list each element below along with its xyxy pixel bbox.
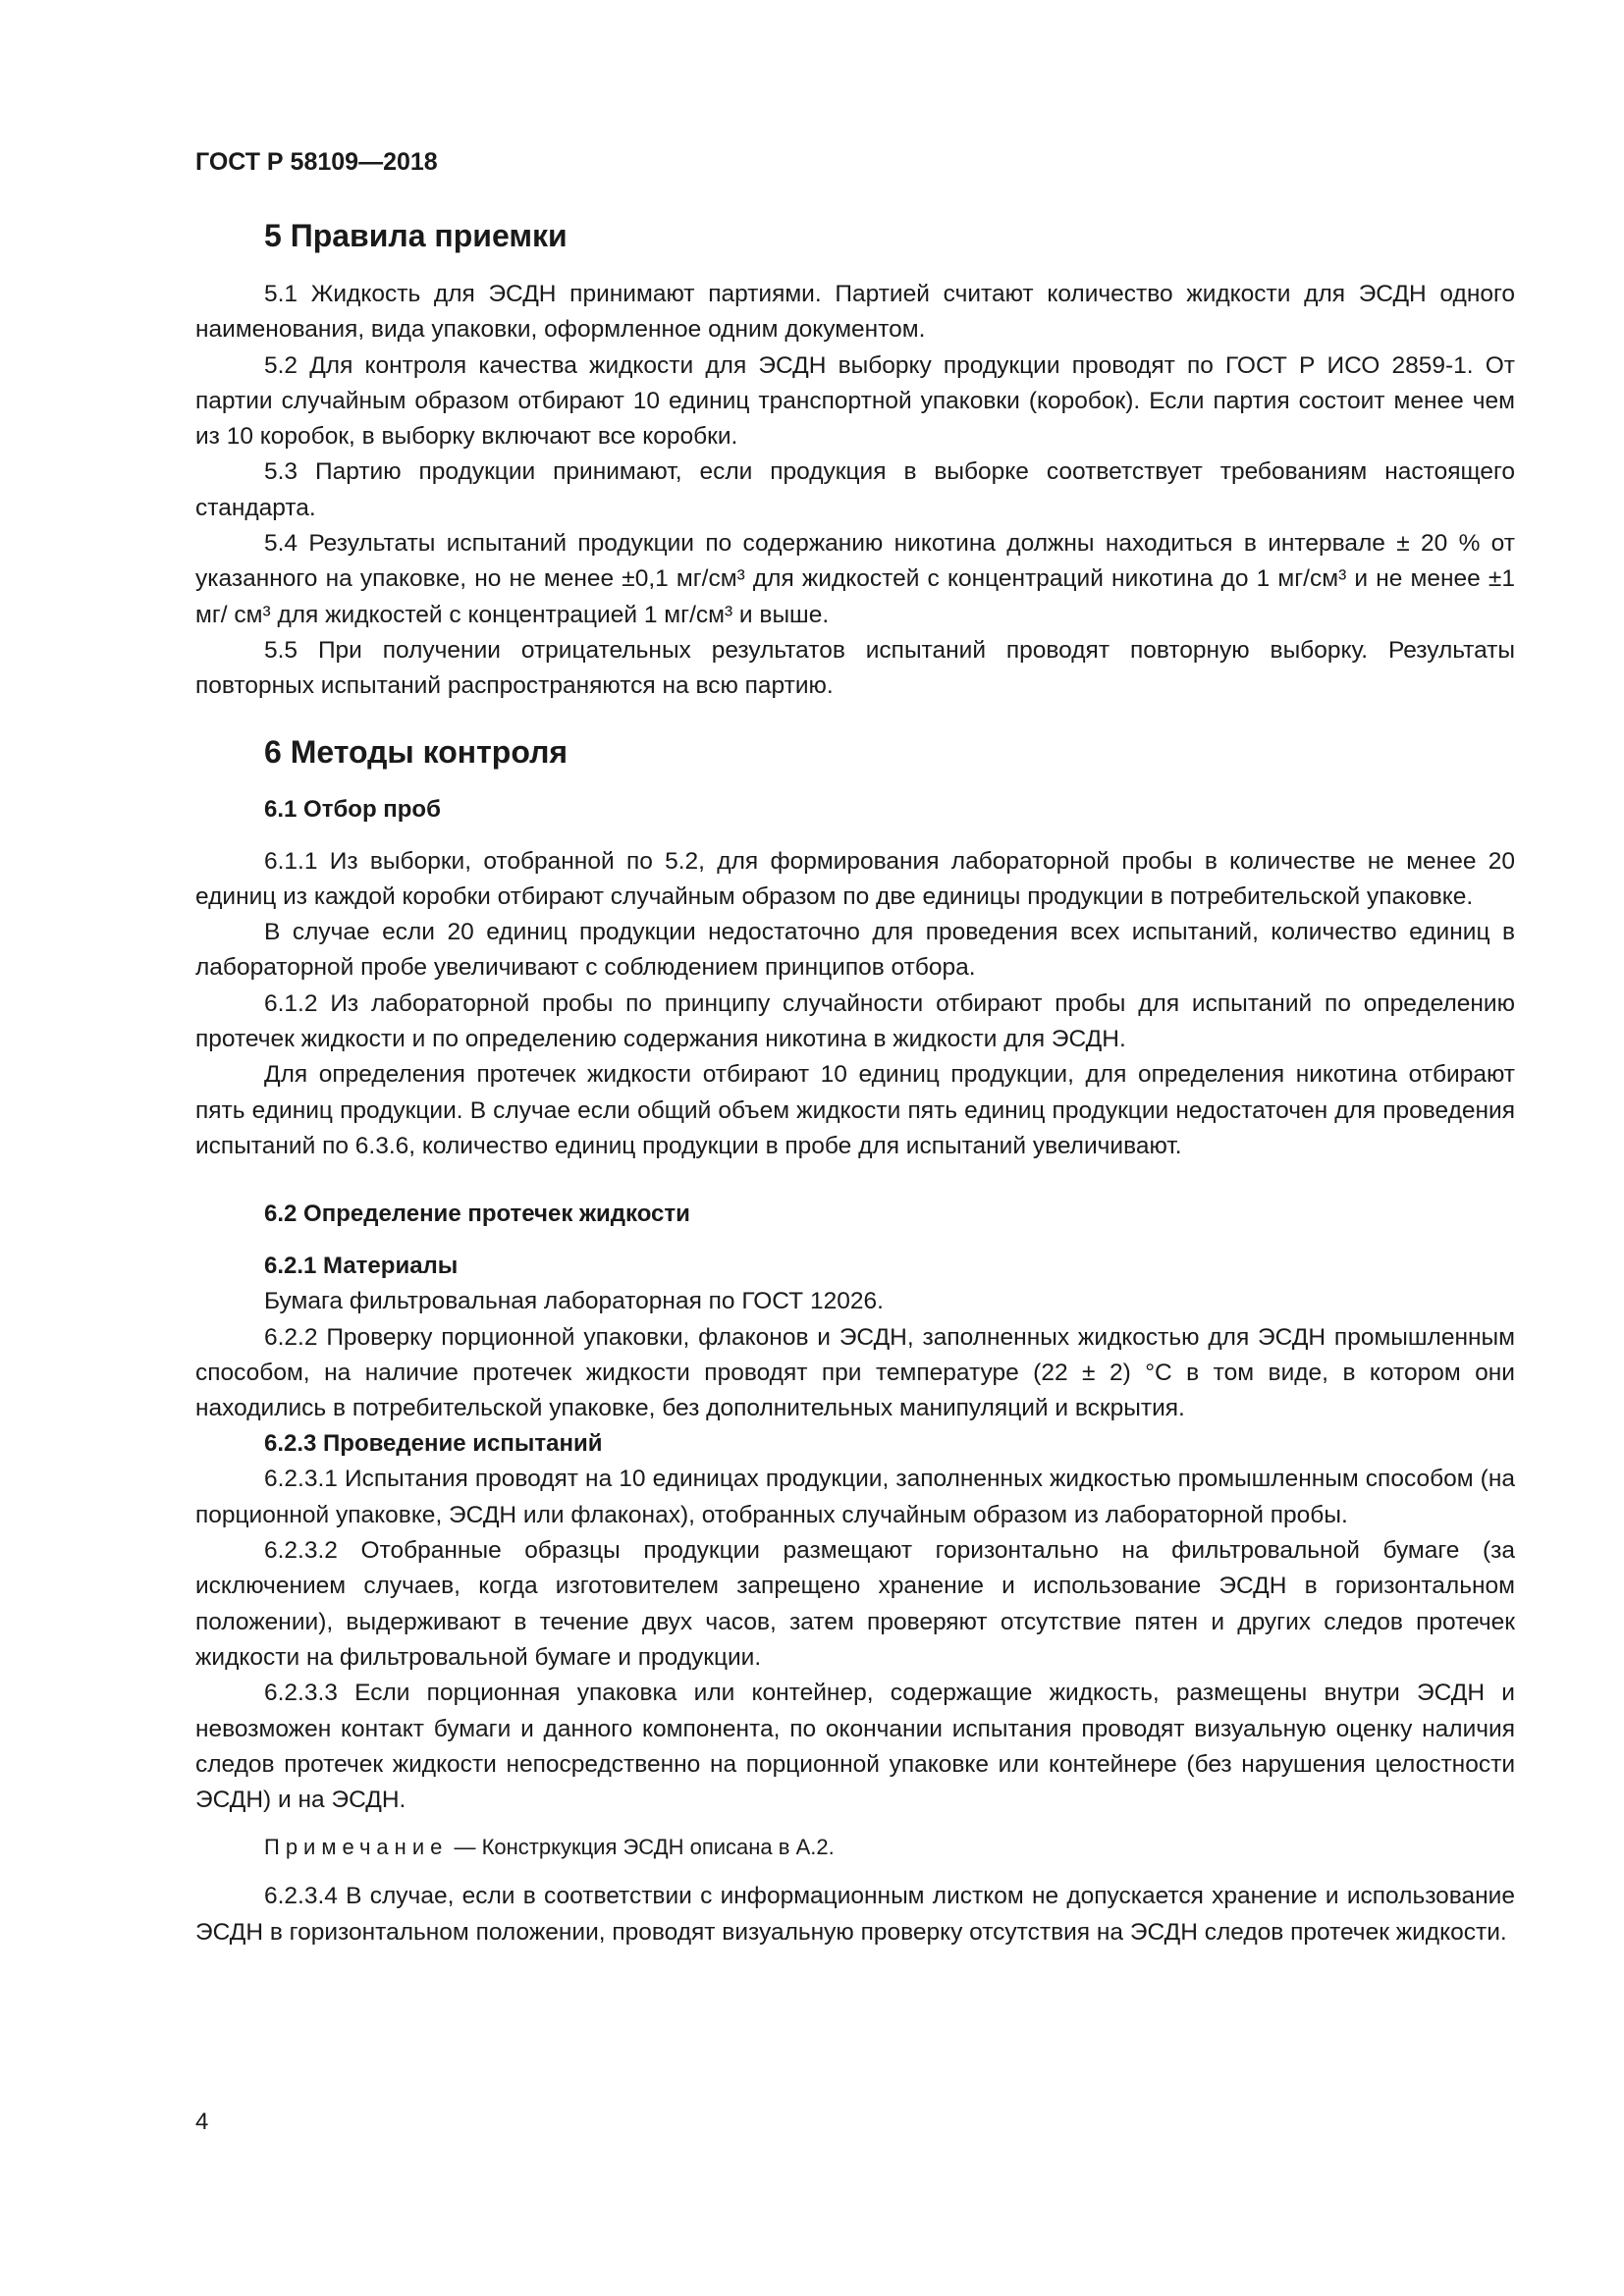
subsection-6-1-title: 6.1 Отбор проб <box>264 795 441 823</box>
section-6-title: 6 Методы контроля <box>264 733 568 770</box>
note <box>195 1832 1515 1863</box>
note-label: Примечание <box>264 1835 449 1860</box>
section-5-title: 5 Правила приемки <box>264 218 568 253</box>
paragraph-5-4: 5.4 Результаты испытаний продукции по содержанию никотина должны находиться в интервале ± 20 % от указанного на упаковке, но не менее ±0,1 мг/см³ для жидкостей с концентраций никотина до 1 мг/см³ и не менее ±1 мг/ см³ для жидкостей с концентрацией 1 мг/см³ и выше. <box>195 530 1515 628</box>
paragraph-6-1-1: 6.1.1 Из выборки, отобранной по 5.2, для формирования лабораторной пробы в количестве не менее 20 единиц из каждой коробки отбирают случайным образом по две единицы продукции в потребительской упаковке. <box>195 847 1515 910</box>
paragraph-6-2-3-3: 6.2.3.3 Если порционная упаковка или контейнер, содержащие жидкость, размещены внутри ЭСДН и невозможен контакт бумаги и данного компонента, по окончании испытания проводят визуальную оценку наличия следов протечек жидкости непосредственно на порционной упаковке или контейнере (без нарушения целостности ЭСДН) и на ЭСДН. <box>195 1680 1515 1814</box>
paragraph-6-2-3-2: 6.2.3.2 Отобранные образцы продукции размещают горизонтально на фильтровальной бумаге (за исключением случаев, когда изготовителем запрещено хранение и использование ЭСДН в горизонтальном положении), выдерживают в течение двух часов, затем проверяют отсутствие пятен и других следов протечек жидкости на фильтровальной бумаге и продукции. <box>195 1537 1515 1671</box>
paragraph-6-2-1-materials: Бумага фильтровальная лабораторная по ГОСТ 12026. <box>264 1288 884 1315</box>
paragraph-6-2-2: 6.2.2 Проверку порционной упаковки, флаконов и ЭСДН, заполненных жидкостью для ЭСДН промышленным способом, на наличие протечек жидкости проводят при температуре (22 ± 2) °С в том виде, в котором они находились в потребительской упаковке, без дополнительных манипуляций и вскрытия. <box>195 1323 1515 1422</box>
paragraph-6-2-3-4: 6.2.3.4 В случае, если в соответствии с информационным листком не допускается хранение и использование ЭСДН в горизонтальном положении, проводят визуальную проверку отсутствия на ЭСДН следов протечек жидкости. <box>195 1883 1515 1946</box>
subsection-6-2-title: 6.2 Определение протечек жидкости <box>264 1201 690 1228</box>
paragraph-5-1: 5.1 Жидкость для ЭСДН принимают партиями. Партией считают количество жидкости для ЭСДН одного наименования, вида упаковки, оформленное одним документом. <box>195 281 1515 344</box>
paragraph-6-1-1-continued: В случае если 20 единиц продукции недостаточно для проведения всех испытаний, количество единиц в лабораторной пробе увеличивают с соблюдением принципов отбора. <box>195 919 1515 982</box>
paragraph-5-2: 5.2 Для контроля качества жидкости для ЭСДН выборку продукции проводят по ГОСТ Р ИСО 2859-1. От партии случайным образом отбирают 10 единиц транспортной упаковки (коробок). Если партия состоит менее чем из 10 коробок, в выборку включают все коробки. <box>195 351 1515 451</box>
paragraph-6-1-2: 6.1.2 Из лабораторной пробы по принципу случайности отбирают пробы для испытаний по определению протечек жидкости и по определению содержания никотина в жидкости для ЭСДН. <box>195 989 1515 1053</box>
page-number: 4 <box>195 2109 209 2135</box>
subsection-6-2-3-title: 6.2.3 Проведение испытаний <box>264 1430 603 1458</box>
document-code-header: ГОСТ Р 58109—2018 <box>195 148 438 176</box>
subsection-6-2-1-title: 6.2.1 Материалы <box>264 1253 459 1280</box>
paragraph-5-5: 5.5 При получении отрицательных результатов испытаний проводят повторную выборку. Результаты повторных испытаний распространяются на всю партию. <box>195 636 1515 700</box>
paragraph-6-2-3-1: 6.2.3.1 Испытания проводят на 10 единицах продукции, заполненных жидкостью промышленным способом (на порционной упаковке, ЭСДН или флаконах), отобранных случайным образом из лабораторной пробы. <box>195 1466 1515 1528</box>
note-text: — Констркукция ЭСДН описана в А.2. <box>448 1835 835 1860</box>
paragraph-5-3: 5.3 Партию продукции принимают, если продукция в выборке соответствует требованиям настоящего стандарта. <box>195 458 1515 521</box>
paragraph-6-1-2-continued: Для определения протечек жидкости отбирают 10 единиц продукции, для определения никотина отбирают пять единиц продукции. В случае если общий объем жидкости пять единиц продукции недостаточен для проведения испытаний по 6.3.6, количество единиц продукции в пробе для испытаний увеличивают. <box>195 1061 1515 1159</box>
document-page <box>195 147 1515 1950</box>
